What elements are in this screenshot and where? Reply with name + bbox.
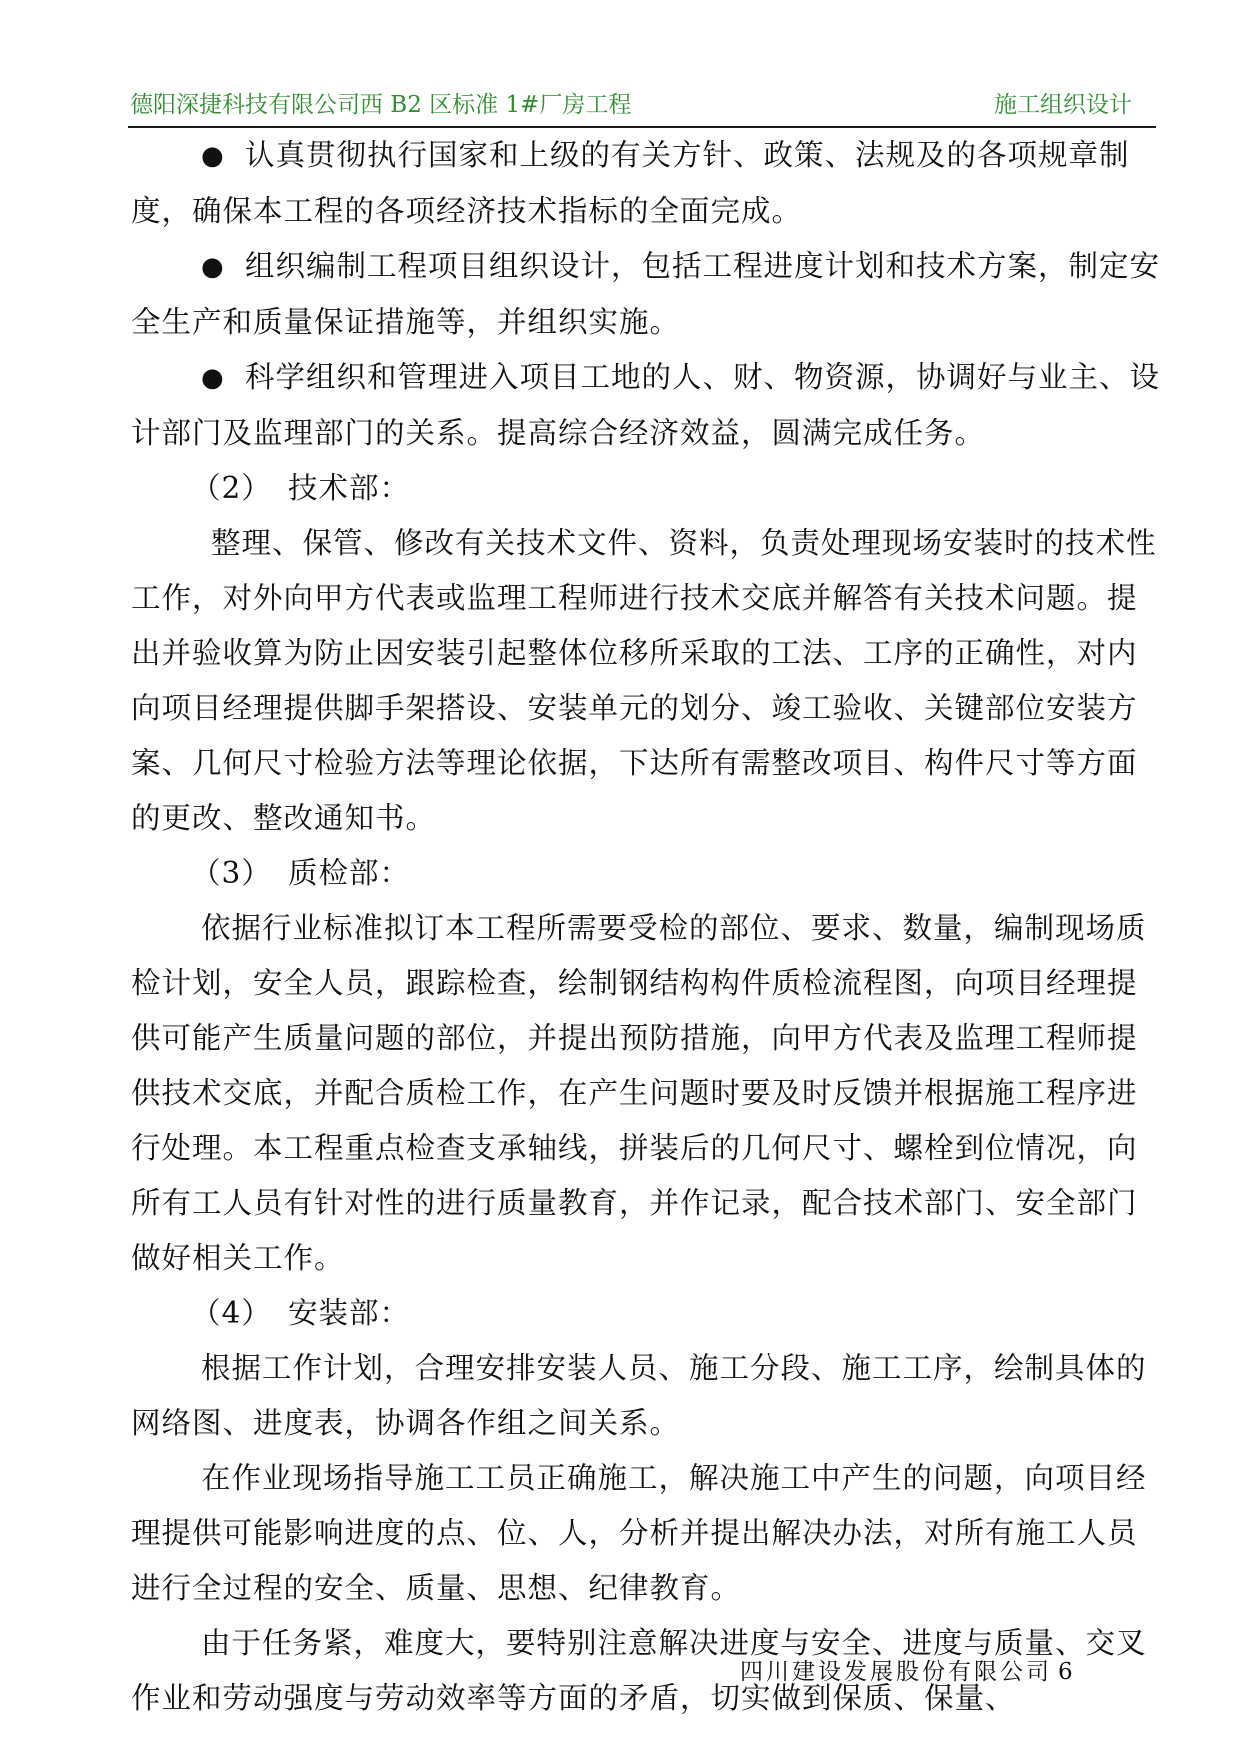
footer-company: 四川建设发展股份有限公司 xyxy=(740,1659,1052,1685)
section-heading-installation xyxy=(131,1286,1161,1341)
section-paragraph: 依据行业标准拟订本工程所需要受检的部位、要求、数量，编制现场质检计划，安全人员，跟踪检查，绘制钢结构构件质检流程图，向项目经理提供可能产生质量问题的部位，并提出预防措施，向甲方代表及监理工程师提供技术交底，并配合质检工作，在产生问题时要及时反馈并根据施工程序进行处理。本工程重点检查支承轴线，拼装后的几何尺寸、螺栓到位情况，向所有工人员有针对性的进行质量教育，并作记录，配合技术部门、安全部门做好相关工作。 xyxy=(131,911,1147,1275)
page-number: 6 xyxy=(1058,1659,1073,1685)
bullet-paragraph xyxy=(131,350,1161,461)
page-footer xyxy=(740,1657,1140,1687)
section-paragraph: 整理、保管、修改有关技术文件、资料，负责处理现场安装时的技术性工作，对外向甲方代表或监理工程师进行技术交底并解答有关技术问题。提出并验收算为防止因安装引起整体位移所采取的工法、工序的正确性，对内向项目经理提供脚手架搭设、安装单元的划分、竣工验收、关键部位安装方案、几何尺寸检验方法等理论依据，下达所有需整改项目、构件尺寸等方面的更改、整改通知书。 xyxy=(131,526,1157,835)
section-paragraph: 在作业现场指导施工工员正确施工，解决施工中产生的问题，向项目经理提供可能影响进度的点、位、人，分析并提出解决办法，对所有施工人员进行全过程的安全、质量、思想、纪律教育。 xyxy=(131,1461,1147,1605)
bullet-text: 科学组织和管理进入项目工地的人、财、物资源，协调好与业主、设计部门及监理部门的关系。提高综合经济效益，圆满完成任务。 xyxy=(131,360,1161,450)
bullet-text: 认真贯彻执行国家和上级的有关方针、政策、法规及的各项规章制度，确保本工程的各项经济技术指标的全面完成。 xyxy=(131,138,1130,228)
bullet-paragraph xyxy=(131,128,1161,239)
section-paragraph: 由于任务紧，难度大，要特别注意解决进度与安全、进度与质量、交叉作业和劳动强度与劳动效率等方面的矛盾，切实做到保质、保量、 xyxy=(131,1626,1147,1715)
bullet-paragraph xyxy=(131,239,1161,350)
section-number: （3） xyxy=(191,856,272,890)
bullet-icon: ● xyxy=(201,363,225,393)
section-number: （4） xyxy=(191,1296,272,1330)
bullet-text: 组织编制工程项目组织设计，包括工程进度计划和技术方案，制定安全生产和质量保证措施等，并组织实施。 xyxy=(131,249,1161,339)
header-document-type: 施工组织设计 xyxy=(994,92,1132,118)
section-number: （2） xyxy=(191,471,272,505)
page-header xyxy=(128,88,1156,128)
document-body xyxy=(131,128,1161,1726)
section-title: 质检部： xyxy=(288,856,411,890)
section-title: 技术部： xyxy=(288,471,411,505)
bullet-icon: ● xyxy=(201,141,225,171)
section-heading-technical xyxy=(131,461,1161,516)
section-paragraph: 根据工作计划，合理安排安装人员、施工分段、施工工序，绘制具体的网络图、进度表，协调各作组之间关系。 xyxy=(131,1351,1147,1440)
bullet-icon: ● xyxy=(201,252,225,282)
section-heading-quality xyxy=(131,846,1161,901)
section-title: 安装部： xyxy=(288,1296,411,1330)
header-project-title: 德阳深捷科技有限公司西 B2 区标准 1#厂房工程 xyxy=(130,92,632,118)
